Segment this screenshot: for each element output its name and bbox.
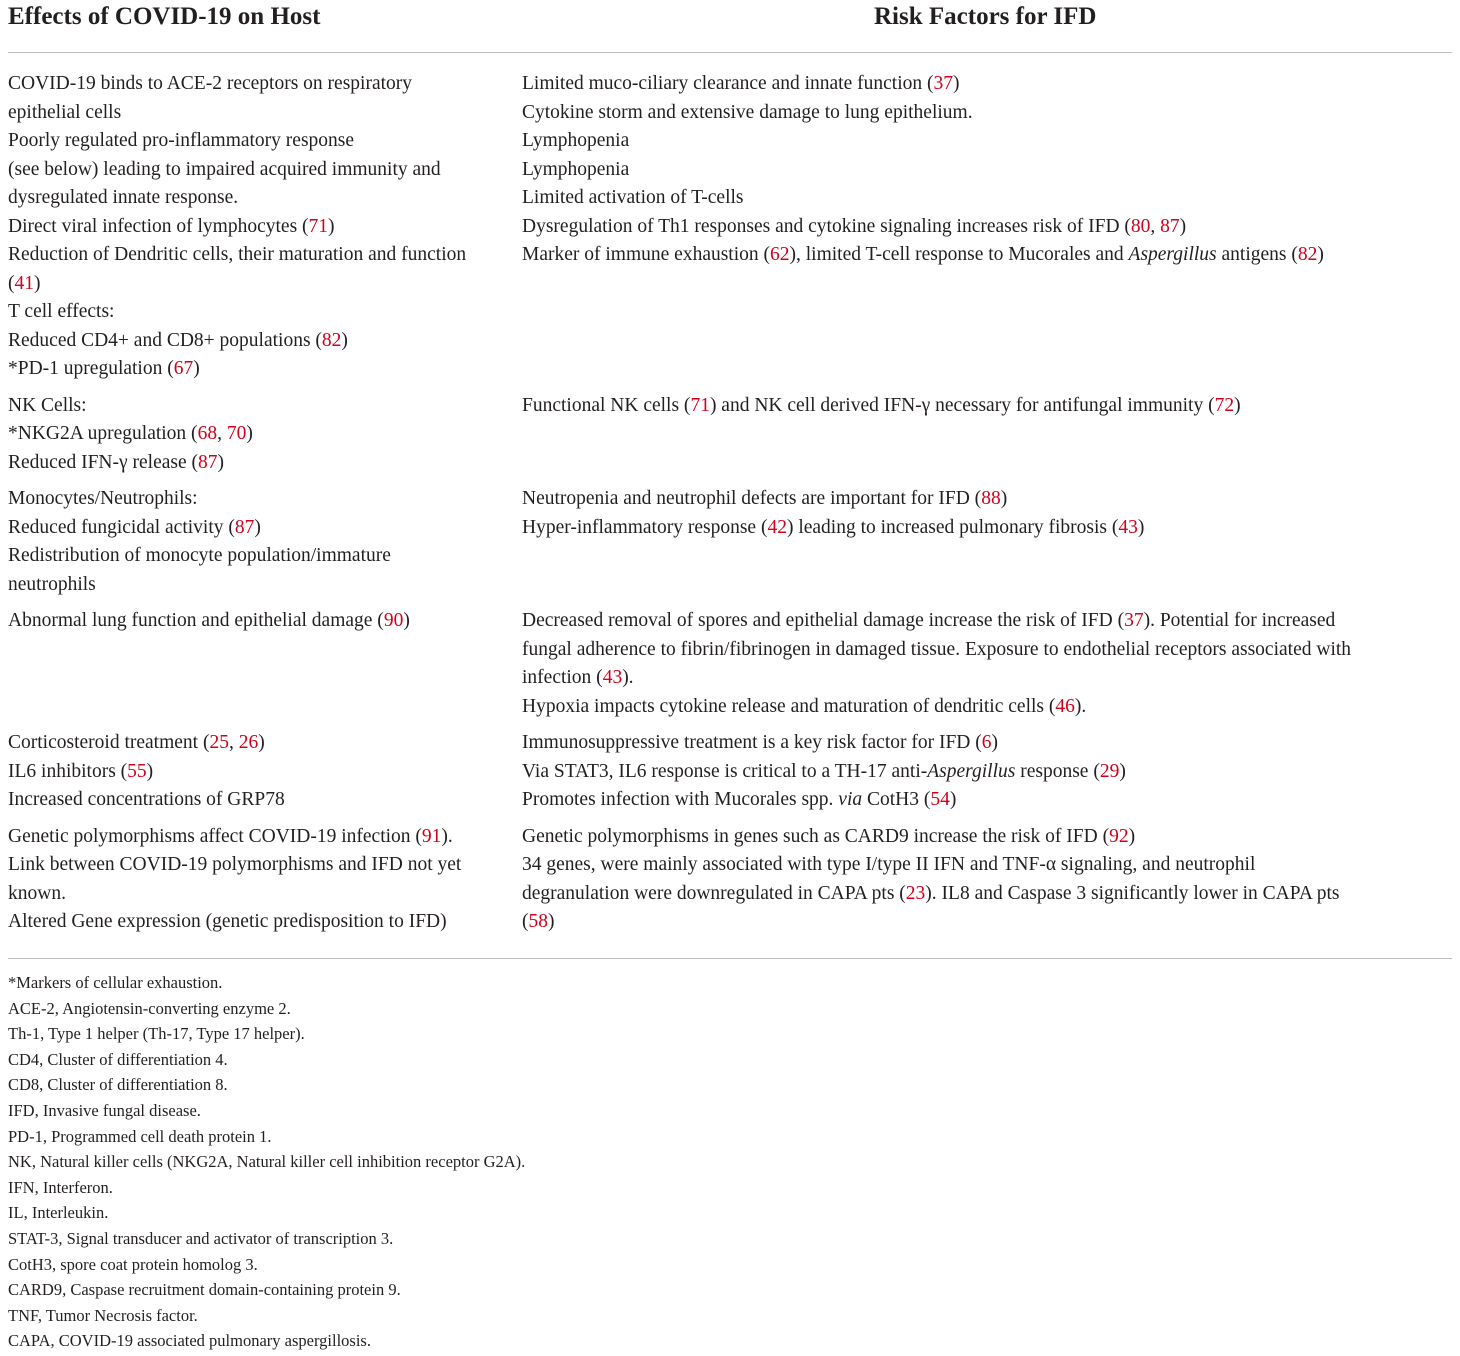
footnote: *Markers of cellular exhaustion. — [8, 973, 223, 992]
cell-line: Hypoxia impacts cytokine release and maturation of dendritic cells (46). — [522, 695, 1087, 717]
cell-line: (58) — [522, 911, 555, 932]
cell-line: Marker of immune exhaustion (62), limited T-cell response to Mucorales and Aspergillus antigens (82) — [522, 244, 1324, 265]
cell-line: Altered Gene expression (genetic predisposition to IFD) — [8, 911, 447, 932]
column-header-risk-factors: Risk Factors for IFD — [874, 3, 1097, 30]
table-header — [0, 0, 1460, 40]
table-row — [0, 729, 1460, 815]
footnote: STAT-3, Signal transducer and activator of transcription 3. — [8, 1228, 394, 1248]
cell-risk-factor — [522, 70, 1452, 384]
cell-risk-factor — [522, 823, 1452, 937]
cell-line: Redistribution of monocyte population/immature — [8, 545, 391, 566]
footnote: ACE-2, Angiotensin-converting enzyme 2. — [8, 998, 291, 1018]
footnote: TNF, Tumor Necrosis factor. — [8, 1305, 198, 1325]
cell-line: degranulation were downregulated in CAPA pts (23). IL8 and Caspase 3 significantly lower in CAPA pts — [522, 882, 1340, 904]
cell-line: neutrophils — [8, 573, 96, 595]
cell-line: Corticosteroid treatment (25, 26) — [8, 732, 265, 753]
cell-line: Via STAT3, IL6 response is critical to a TH-17 anti-Aspergillus response (29) — [522, 760, 1126, 782]
cell-risk-factor — [522, 607, 1452, 721]
cell-line: Reduced CD4+ and CD8+ populations (82) — [8, 329, 348, 351]
cell-effect — [0, 607, 522, 721]
cell-effect — [0, 823, 522, 937]
cell-line: Promotes infection with Mucorales spp. via CotH3 (54) — [522, 789, 957, 810]
cell-line: Reduced IFN-γ release (87) — [8, 451, 224, 473]
cell-risk-factor — [522, 485, 1452, 599]
cell-line: infection (43). — [522, 667, 634, 688]
cell-effect — [0, 392, 522, 478]
footnote: IFN, Interferon. — [8, 1177, 113, 1197]
cell-line: Genetic polymorphisms affect COVID-19 infection (91). — [8, 825, 453, 847]
cell-line: Monocytes/Neutrophils: — [8, 488, 198, 509]
table-row — [0, 607, 1460, 721]
header-divider — [8, 52, 1452, 53]
cell-line: *NKG2A upregulation (68, 70) — [8, 423, 253, 444]
footnote: CARD9, Caspase recruitment domain-containing protein 9. — [8, 1280, 401, 1300]
footnote: NK, Natural killer cells (NKG2A, Natural killer cell inhibition receptor G2A). — [8, 1152, 526, 1172]
footnote: IL, Interleukin. — [8, 1203, 109, 1223]
cell-line: Direct viral infection of lymphocytes (71) — [8, 215, 335, 237]
footnotes — [8, 970, 525, 1354]
footnote: Th-1, Type 1 helper (Th-17, Type 17 helper). — [8, 1024, 305, 1044]
cell-line: T cell effects: — [8, 301, 115, 322]
cell-effect — [0, 729, 522, 815]
cell-line: NK Cells: — [8, 394, 87, 416]
cell-line: Poorly regulated pro-inflammatory response — [8, 130, 355, 151]
table-row — [0, 392, 1460, 478]
cell-line: Limited muco-ciliary clearance and innate function (37) — [522, 73, 960, 94]
cell-risk-factor — [522, 392, 1452, 478]
cell-line: COVID-19 binds to ACE-2 receptors on respiratory — [8, 73, 413, 94]
cell-line: (41) — [8, 272, 41, 294]
cell-line: Functional NK cells (71) and NK cell derived IFN-γ necessary for antifungal immunity (72) — [522, 394, 1241, 416]
cell-line: (see below) leading to impaired acquired immunity and — [8, 158, 441, 180]
footnote-divider — [8, 958, 1452, 959]
footnote: IFD, Invasive fungal disease. — [8, 1100, 201, 1120]
cell-line: Cytokine storm and extensive damage to lung epithelium. — [522, 101, 973, 123]
cell-line: Lymphopenia — [522, 130, 630, 151]
cell-line: Neutropenia and neutrophil defects are important for IFD (88) — [522, 488, 1008, 509]
cell-effect — [0, 485, 522, 599]
cell-line: Dysregulation of Th1 responses and cytokine signaling increases risk of IFD (80, 87) — [522, 215, 1187, 237]
table-body — [0, 70, 1460, 945]
cell-line: Lymphopenia — [522, 158, 630, 180]
cell-line: Reduction of Dendritic cells, their maturation and function — [8, 244, 467, 265]
cell-line: Increased concentrations of GRP78 — [8, 789, 285, 810]
footnote: CD4, Cluster of differentiation 4. — [8, 1049, 228, 1069]
cell-line: IL6 inhibitors (55) — [8, 760, 154, 782]
cell-line: known. — [8, 882, 66, 904]
table-row — [0, 485, 1460, 599]
table-row — [0, 70, 1460, 384]
cell-line: dysregulated innate response. — [8, 187, 239, 208]
cell-line: Genetic polymorphisms in genes such as CARD9 increase the risk of IFD (92) — [522, 825, 1136, 847]
cell-effect — [0, 70, 522, 384]
cell-line: fungal adherence to fibrin/fibrinogen in damaged tissue. Exposure to endothelial receptors associated with — [522, 638, 1352, 660]
cell-line: Limited activation of T-cells — [522, 187, 744, 208]
footnote: CotH3, spore coat protein homolog 3. — [8, 1254, 258, 1274]
cell-risk-factor — [522, 729, 1452, 815]
cell-line: epithelial cells — [8, 101, 122, 123]
cell-line: Immunosuppressive treatment is a key risk factor for IFD (6) — [522, 732, 999, 753]
cell-line: Link between COVID-19 polymorphisms and IFD not yet — [8, 854, 462, 875]
cell-line: Hyper-inflammatory response (42) leading to increased pulmonary fibrosis (43) — [522, 516, 1145, 538]
column-header-effects: Effects of COVID-19 on Host — [8, 3, 321, 30]
footnote: CAPA, COVID-19 associated pulmonary aspergillosis. — [8, 1331, 371, 1351]
cell-line: *PD-1 upregulation (67) — [8, 358, 200, 379]
cell-line: 34 genes, were mainly associated with type I/type II IFN and TNF-α signaling, and neutrophil — [522, 854, 1256, 875]
footnote: CD8, Cluster of differentiation 8. — [8, 1075, 228, 1095]
footnote: PD-1, Programmed cell death protein 1. — [8, 1126, 272, 1146]
cell-line: Abnormal lung function and epithelial damage (90) — [8, 610, 410, 631]
cell-line: Reduced fungicidal activity (87) — [8, 516, 261, 538]
table-row — [0, 823, 1460, 937]
cell-line: Decreased removal of spores and epithelial damage increase the risk of IFD (37). Potential for increased — [522, 610, 1336, 631]
